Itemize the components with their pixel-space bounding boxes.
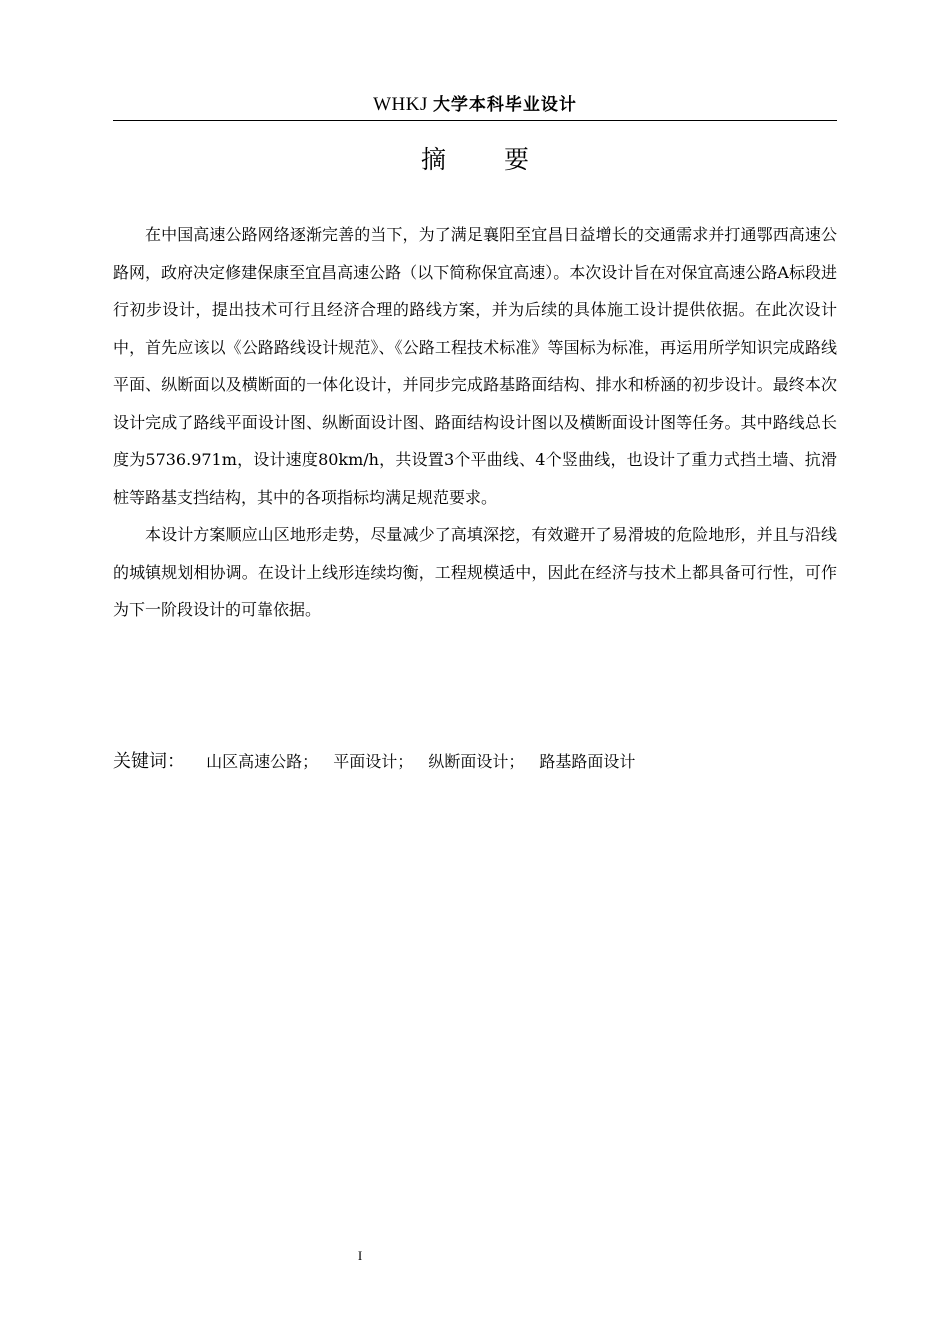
abstract-paragraph-2: 本设计方案顺应山区地形走势，尽量减少了高填深挖，有效避开了易滑坡的危险地形，并且与沿线的城镇规划相协调。在设计上线形连续均衡，工程规模适中，因此在经济与技术上都具备可行性，可作为下一阶段设计的可靠依据。 (113, 525, 837, 619)
abstract-title: 摘要 (420, 145, 587, 174)
header-title: 大学本科毕业设计 (432, 95, 577, 115)
keyword-item: 平面设计； (333, 752, 414, 771)
keyword-item: 纵断面设计； (428, 752, 525, 771)
page-number: I (357, 1248, 363, 1263)
page-header (113, 90, 837, 121)
keyword-item: 路基路面设计 (539, 752, 636, 771)
keywords-label: 关键词： (113, 751, 185, 772)
keywords (113, 744, 837, 780)
header-org: WHKJ (373, 94, 428, 115)
abstract-body (113, 216, 837, 629)
keyword-item: 山区高速公路； (206, 752, 319, 771)
abstract-paragraph-1: 在中国高速公路网络逐渐完善的当下，为了满足襄阳至宜昌日益增长的交通需求并打通鄂西高速公路网，政府决定修建保康至宜昌高速公路（以下简称保宜高速）。本次设计旨在对保宜高速公路A标段进行初步设计，提出技术可行且经济合理的路线方案，并为后续的具体施工设计提供依据。在此次设计中，首先应该以《公路路线设计规范》、《公路工程技术标准》等国标为标准，再运用所学知识完成路线平面、纵断面以及横断面的一体化设计，并同步完成路基路面结构、排水和桥涵的初步设计。最终本次设计完成了路线平面设计图、纵断面设计图、路面结构设计图以及横断面设计图等任务。其中路线总长度为5736.971m，设计速度80km/h，共设置3个平曲线、4个竖曲线，也设计了重力式挡土墙、抗滑桩等路基支挡结构，其中的各项指标均满足规范要求。 (113, 225, 837, 507)
